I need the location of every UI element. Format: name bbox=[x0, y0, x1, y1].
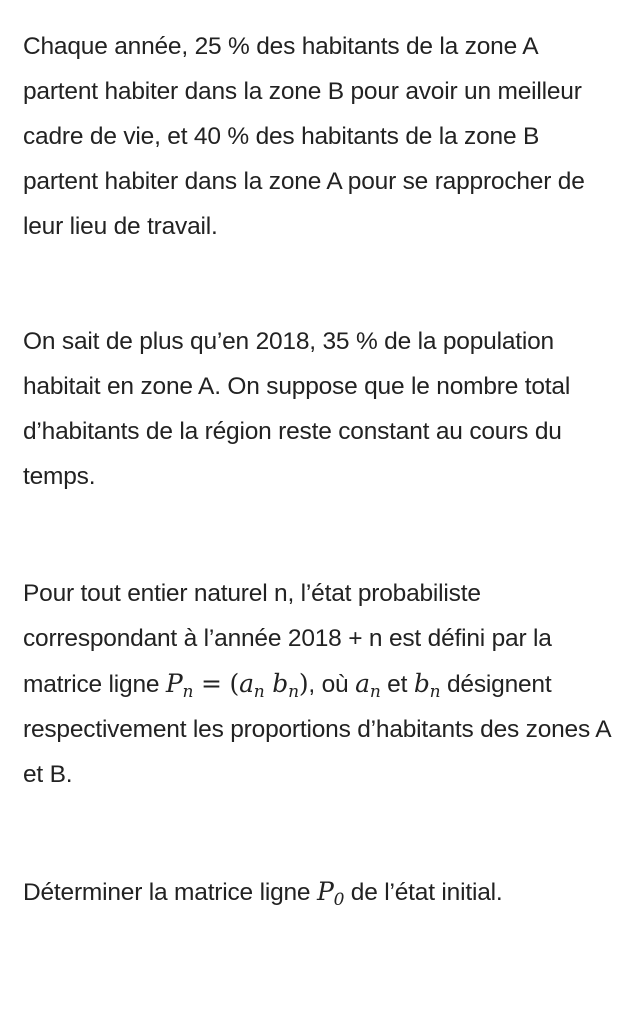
paragraph-spacer bbox=[23, 249, 613, 319]
math-symbol: b bbox=[272, 669, 289, 698]
text-segment: Pour tout entier naturel n, l’état probabiliste correspondant à l’année 2018 + n est défini par la matrice ligne bbox=[23, 580, 552, 698]
exercise-text bbox=[23, 24, 613, 915]
math-operator: = ( bbox=[193, 669, 240, 698]
math-subscript: n bbox=[369, 682, 381, 702]
math-subscript: n bbox=[253, 682, 265, 702]
math-subscript: 0 bbox=[333, 890, 345, 910]
math-subscript: n bbox=[429, 682, 441, 702]
math-symbol: b bbox=[413, 669, 430, 698]
math-symbol: P bbox=[316, 877, 334, 906]
paragraph-spacer bbox=[23, 797, 613, 869]
paragraph-state-definition bbox=[23, 571, 613, 797]
math-symbol: a bbox=[239, 669, 254, 698]
math-subscript: n bbox=[288, 682, 299, 702]
math-matrix-pn bbox=[165, 669, 309, 702]
math-subscript: n bbox=[182, 682, 194, 702]
math-operator: ) bbox=[298, 669, 309, 698]
text-segment: de l’état initial. bbox=[344, 879, 503, 906]
math-symbol: a bbox=[355, 669, 370, 698]
math-p0 bbox=[316, 877, 345, 910]
math-bn bbox=[413, 669, 441, 702]
text-segment: Déterminer la matrice ligne bbox=[23, 879, 317, 906]
text-segment: , où bbox=[308, 671, 356, 698]
paragraph-question bbox=[23, 869, 613, 915]
paragraph-migration-rates: Chaque année, 25 % des habitants de la zone A partent habiter dans la zone B pour avoir un meilleur cadre de vie, et 40 % des habitants de la zone B partent habiter dans la zone A pour se rapprocher de leur lieu de travail. bbox=[23, 33, 585, 240]
text-segment: désignent respectivement les proportions d’habitants des zones A et B. bbox=[23, 671, 611, 788]
math-an bbox=[355, 669, 381, 702]
text-segment: et bbox=[380, 671, 414, 698]
paragraph-initial-population: On sait de plus qu’en 2018, 35 % de la population habitait en zone A. On suppose que le nombre total d’habitants de la région reste constant au cours du temps. bbox=[23, 328, 571, 490]
paragraph-spacer bbox=[23, 499, 613, 571]
math-symbol: P bbox=[165, 669, 183, 698]
